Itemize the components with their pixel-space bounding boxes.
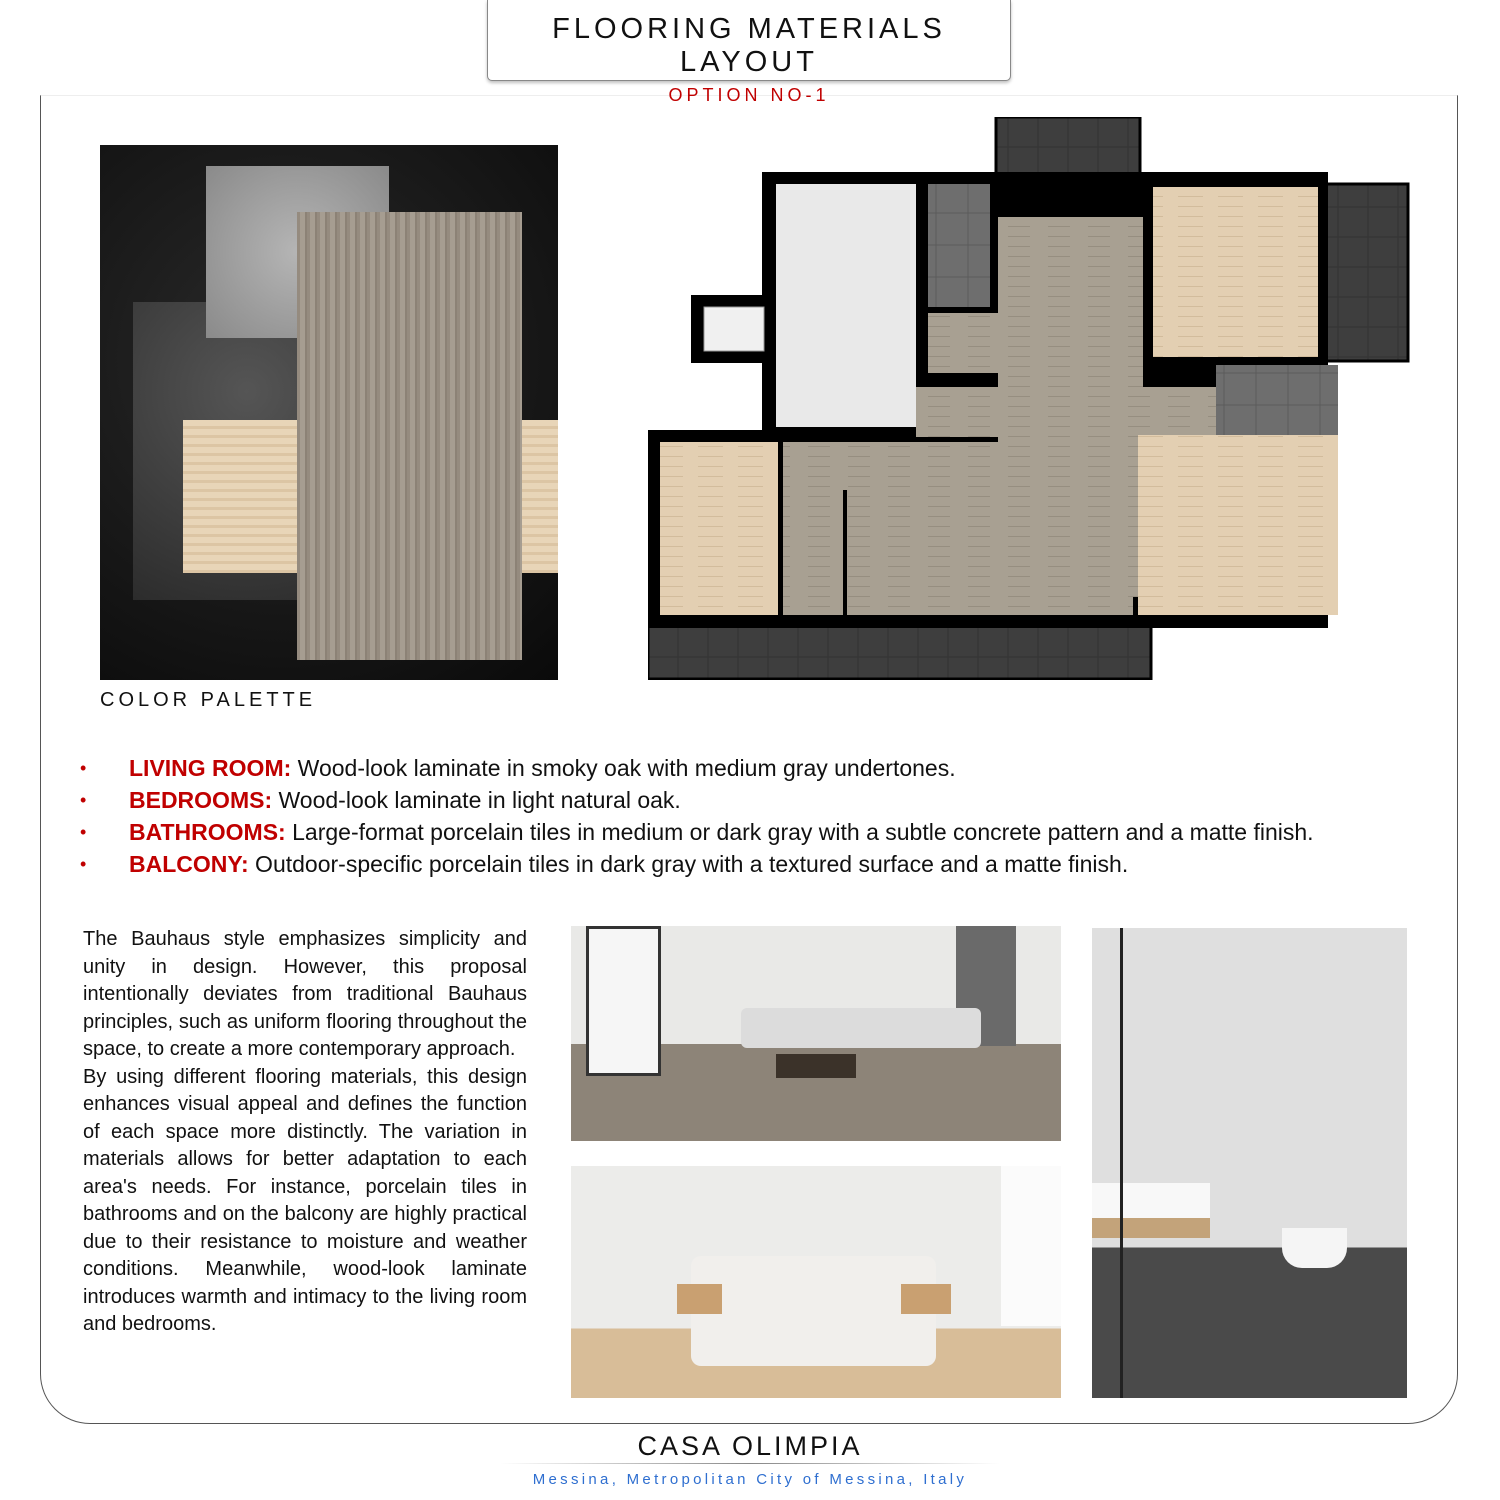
palette-label: COLOR PALETTE [100, 689, 317, 711]
project-name: CASA OLIMPIA [637, 1431, 863, 1461]
bedroom-1 [1153, 187, 1318, 357]
page-subtitle: OPTION NO-1 [668, 85, 830, 105]
material-text: Large-format porcelain tiles in medium or dark gray with a subtle concrete pattern and a matte finish. [285, 819, 1314, 845]
living-room [783, 442, 1133, 615]
material-text: Wood-look laminate in light natural oak. [272, 787, 681, 813]
bedroom-2 [1138, 435, 1338, 615]
material-key: BATHROOMS: [129, 819, 286, 845]
material-item [80, 816, 1460, 848]
description-text: The Bauhaus style emphasizes simplicity and unity in design. However, this proposal intentionally deviates from traditional Bauhaus principles, such as uniform flooring throughout the space, to create a more contemporary approach. By using different flooring materials, this design enhances visual appeal and defines the function of each space more distinctly. The variation in materials allows for better adaptation to each area's needs. For instance, porcelain tiles in bathrooms and on the balcony are highly practical due to their resistance to moisture and weather conditions. Meanwhile, wood-look laminate introduces warmth and intimacy to the living room and bedrooms. [83, 928, 527, 1335]
stairwell [776, 184, 916, 427]
project-location: Messina, Metropolitan City of Messina, Italy [532, 1471, 968, 1488]
bathroom-photo [1092, 928, 1407, 1398]
title-box [487, 0, 1011, 105]
floor-plan [648, 117, 1410, 680]
balcony-right [1326, 184, 1408, 361]
materials-list [80, 752, 1460, 880]
page-title: FLOORING MATERIALS LAYOUT [552, 13, 946, 78]
bathroom-2 [1216, 365, 1338, 445]
footer-divider [500, 1463, 1000, 1464]
bedroom-3 [660, 442, 778, 615]
material-text: Outdoor-specific porcelain tiles in dark gray with a textured surface and a matte finish. [248, 851, 1129, 877]
swatch-smoky-oak [297, 212, 522, 660]
material-item [80, 784, 1460, 816]
material-key: LIVING ROOM: [129, 755, 292, 781]
living-room-photo [571, 926, 1061, 1141]
material-item [80, 848, 1460, 880]
bedroom-photo [571, 1166, 1061, 1398]
color-palette-image [100, 145, 558, 680]
bathroom-1 [928, 184, 990, 307]
material-key: BEDROOMS: [129, 787, 273, 813]
material-text: Wood-look laminate in smoky oak with medium gray undertones. [291, 755, 956, 781]
material-key: BALCONY: [129, 851, 249, 877]
material-item [80, 752, 1460, 784]
